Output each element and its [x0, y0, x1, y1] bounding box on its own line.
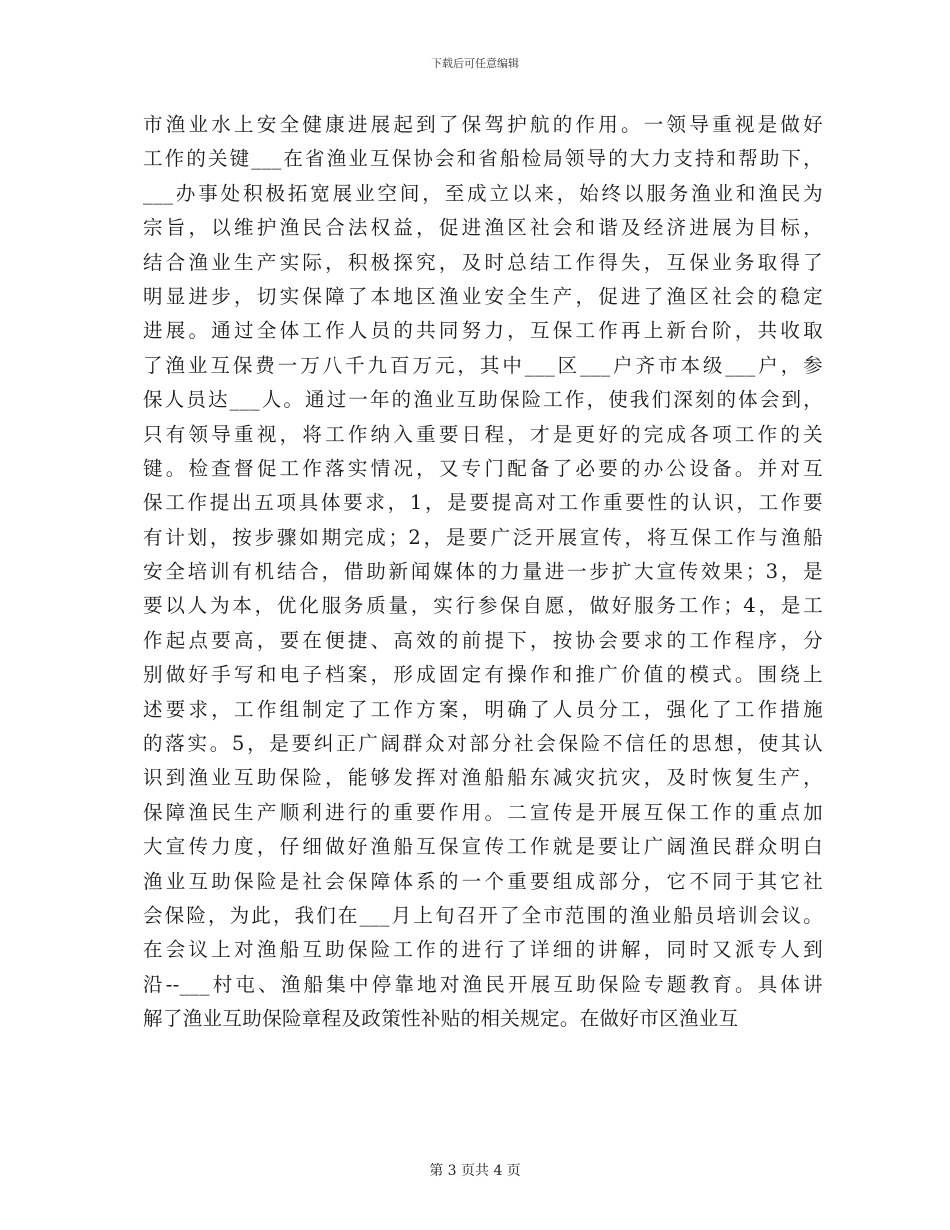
- text-line: 大宣传力度，仔细做好渔船互保宣传工作就是要让广阔渔民群众明白: [143, 835, 823, 859]
- text-line: 述要求，工作组制定了工作方案，明确了人员分工，强化了工作措施: [143, 697, 823, 721]
- text-line: 别做好手写和电子档案，形成固定有操作和推广价值的模式。围绕上: [143, 663, 823, 687]
- text-line: 会保险，为此，我们在___月上旬召开了全市范围的渔业船员培训会议。: [143, 903, 823, 927]
- text-line: 识到渔业互助保险，能够发挥对渔船船东减灾抗灾，及时恢复生产，: [143, 766, 823, 790]
- text-line: 渔业互助保险是社会保障体系的一个重要组成部分，它不同于其它社: [143, 869, 823, 893]
- text-line: ___办事处积极拓宽展业空间，至成立以来，始终以服务渔业和渔民为: [143, 181, 823, 205]
- text-line: 安全培训有机结合，借助新闻媒体的力量进一步扩大宣传效果；3，是: [143, 560, 823, 584]
- text-line: 明显进步，切实保障了本地区渔业安全生产，促进了渔区社会的稳定: [143, 284, 823, 308]
- text-line: 解了渔业互助保险章程及政策性补贴的相关规定。在做好市区渔业互: [143, 1007, 739, 1031]
- page-header: 下载后可任意编辑: [431, 57, 519, 70]
- text-line: 宗旨，以维护渔民合法权益，促进渔区社会和谐及经济进展为目标，: [143, 216, 823, 240]
- text-line: 在会议上对渔船互助保险工作的进行了详细的讲解，同时又派专人到: [143, 938, 823, 962]
- text-line: 了渔业互保费一万八千九百万元，其中___区___户齐市本级___户，参: [143, 353, 824, 377]
- document-body: [143, 108, 823, 1037]
- text-line: 键。检查督促工作落实情况，又专门配备了必要的办公设备。并对互: [143, 456, 823, 480]
- text-line: 结合渔业生产实际，积极探究，及时总结工作得失，互保业务取得了: [143, 250, 823, 274]
- text-line: 保障渔民生产顺利进行的重要作用。二宣传是开展互保工作的重点加: [143, 800, 823, 824]
- text-line: 要以人为本，优化服务质量，实行参保自愿，做好服务工作；4，是工: [143, 594, 823, 618]
- page-number: 第 3 页共 4 页: [429, 1163, 521, 1179]
- text-line: 作起点要高，要在便捷、高效的前提下，按协会要求的工作程序，分: [143, 628, 823, 652]
- text-line: 只有领导重视，将工作纳入重要日程，才是更好的完成各项工作的关: [143, 422, 823, 446]
- text-line: 的落实。5，是要纠正广阔群众对部分社会保险不信任的思想，使其认: [143, 732, 823, 756]
- text-line: 进展。通过全体工作人员的共同努力，互保工作再上新台阶，共收取: [143, 319, 823, 343]
- text-line: 工作的关键___在省渔业互保协会和省船检局领导的大力支持和帮助下，: [143, 147, 823, 171]
- text-line: 保工作提出五项具体要求，1，是要提高对工作重要性的认识，工作要: [143, 491, 823, 515]
- text-line: 沿--___村屯、渔船集中停靠地对渔民开展互助保险专题教育。具体讲: [143, 972, 823, 996]
- text-line: 市渔业水上安全健康进展起到了保驾护航的作用。一领导重视是做好: [143, 113, 823, 136]
- text-line: 有计划，按步骤如期完成；2，是要广泛开展宣传，将互保工作与渔船: [143, 525, 823, 549]
- text-line: 保人员达___人。通过一年的渔业互助保险工作，使我们深刻的体会到，: [143, 388, 823, 412]
